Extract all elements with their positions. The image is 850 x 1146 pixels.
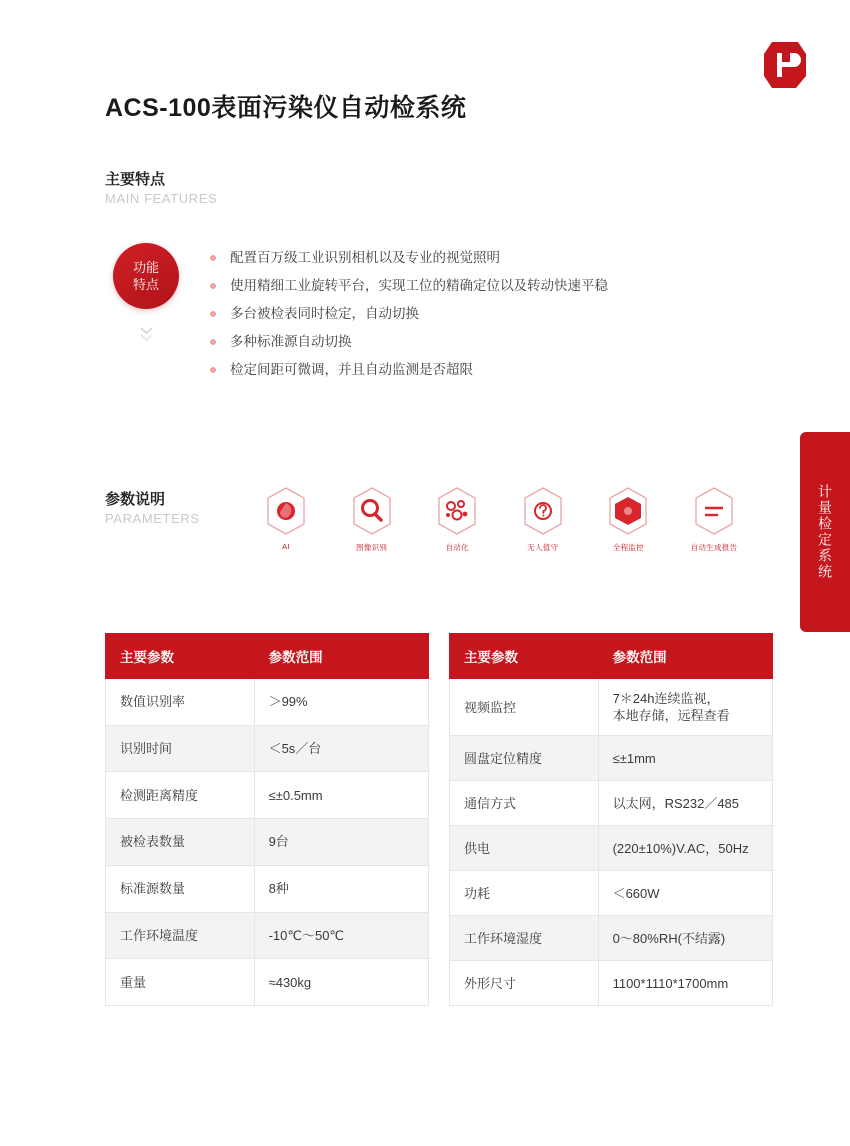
feature-badge-line1: 功能 [132,260,159,275]
feature-text: 多台被检表同时检定，自动切换 [230,306,419,321]
cell-range: 9台 [254,819,428,866]
table-row [450,679,773,736]
icon-label: 自动生成报告 [690,543,738,552]
icon-item-full-monitoring [592,486,664,553]
table-row [450,781,773,826]
cell-parameter: 识别时间 [106,725,255,772]
list-item [210,357,730,383]
cell-range: 8种 [254,865,428,912]
cell-parameter: 数值识别率 [106,679,255,726]
cell-parameter: 圆盘定位精度 [450,736,599,781]
list-item [210,273,730,299]
features-section-heading [105,170,217,208]
feature-text: 多种标准源自动切换 [230,334,352,349]
side-tab [800,432,850,632]
feature-text: 配置百万级工业识别相机以及专业的视觉照明 [230,250,500,265]
cell-parameter: 视频监控 [450,679,599,736]
specification-tables [105,633,773,1006]
table-header-row [450,634,773,679]
icon-item-ai [250,486,322,553]
icon-item-auto-report [678,486,750,553]
table-row [450,961,773,1006]
bullet-icon [210,339,216,345]
full-monitoring-icon [606,486,650,536]
image-recognition-icon [350,486,394,536]
list-item [210,301,730,327]
table-row [106,679,429,726]
ai-icon [264,486,308,536]
parameters-heading-en: PARAMETERS [105,511,200,526]
cell-parameter: 工作环境湿度 [450,916,599,961]
icon-item-automation [421,486,493,553]
column-header-parameter: 主要参数 [450,634,599,679]
table-row [106,725,429,772]
features-heading-en: MAIN FEATURES [105,191,218,206]
cell-parameter: 重量 [106,959,255,1006]
table-row [450,736,773,781]
feature-text: 检定间距可微调，并且自动监测是否超限 [230,362,473,377]
icon-label: 全程监控 [612,543,644,552]
page-title: ACS-100表面污染仪自动检系统 [105,94,467,122]
cell-range: ≈430kg [254,959,428,1006]
table-row [106,959,429,1006]
feature-badge-line2: 特点 [132,277,159,292]
cell-range: 7＊24h连续监视， 本地存储，远程查看 [598,679,772,736]
feature-badge [113,243,179,309]
cell-parameter: 被检表数量 [106,819,255,866]
cell-range: ≤±0.5mm [254,772,428,819]
feature-badge-group [110,243,182,341]
icon-label: AI [282,542,290,551]
cell-parameter: 功耗 [450,871,599,916]
column-header-parameter: 主要参数 [106,634,255,679]
icon-label: 无人值守 [527,543,559,552]
cell-parameter: 通信方式 [450,781,599,826]
cell-parameter: 外形尺寸 [450,961,599,1006]
automation-icon [435,486,479,536]
side-tab-label: 计量检定系统 [817,484,833,580]
table-header-row [106,634,429,679]
parameters-section-heading [105,490,200,528]
feature-list [210,245,730,385]
icon-item-unattended [507,486,579,553]
table-row [106,912,429,959]
chevron-down-icon [110,327,182,341]
cell-range: ＜5s／台 [254,725,428,772]
list-item [210,245,730,271]
cell-range: ≤±1mm [598,736,772,781]
bullet-icon [210,255,216,261]
bullet-icon [210,311,216,317]
icon-label: 自动化 [445,543,469,552]
cell-parameter: 工作环境温度 [106,912,255,959]
icon-label: 图像识别 [355,543,388,552]
feature-text: 使用精细工业旋转平台，实现工位的精确定位以及转动快速平稳 [230,278,608,293]
icon-item-image-recognition [336,486,408,553]
cell-range: 1100*1110*1700mm [598,961,772,1006]
unattended-icon [521,486,565,536]
spec-table-right [449,633,773,1006]
cell-parameter: 供电 [450,826,599,871]
column-header-range: 参数范围 [598,634,772,679]
table-row [450,871,773,916]
company-logo [762,40,808,90]
cell-range: ＜660W [598,871,772,916]
table-row [106,772,429,819]
cell-range: -10℃～50℃ [254,912,428,959]
auto-report-icon [692,486,736,536]
table-row [106,819,429,866]
cell-range: 0～80%RH(不结露) [598,916,772,961]
parameters-heading-cn: 参数说明 [105,491,166,508]
parameter-icon-row [250,486,750,553]
table-row [106,865,429,912]
list-item [210,329,730,355]
spec-table-left [105,633,429,1006]
cell-parameter: 检测距离精度 [106,772,255,819]
column-header-range: 参数范围 [254,634,428,679]
features-heading-cn: 主要特点 [105,171,166,188]
cell-range: (220±10%)V.AC，50Hz [598,826,772,871]
bullet-icon [210,283,216,289]
cell-range: ＞99% [254,679,428,726]
cell-range: 以太网，RS232／485 [598,781,772,826]
bullet-icon [210,367,216,373]
table-row [450,826,773,871]
cell-parameter: 标准源数量 [106,865,255,912]
table-row [450,916,773,961]
